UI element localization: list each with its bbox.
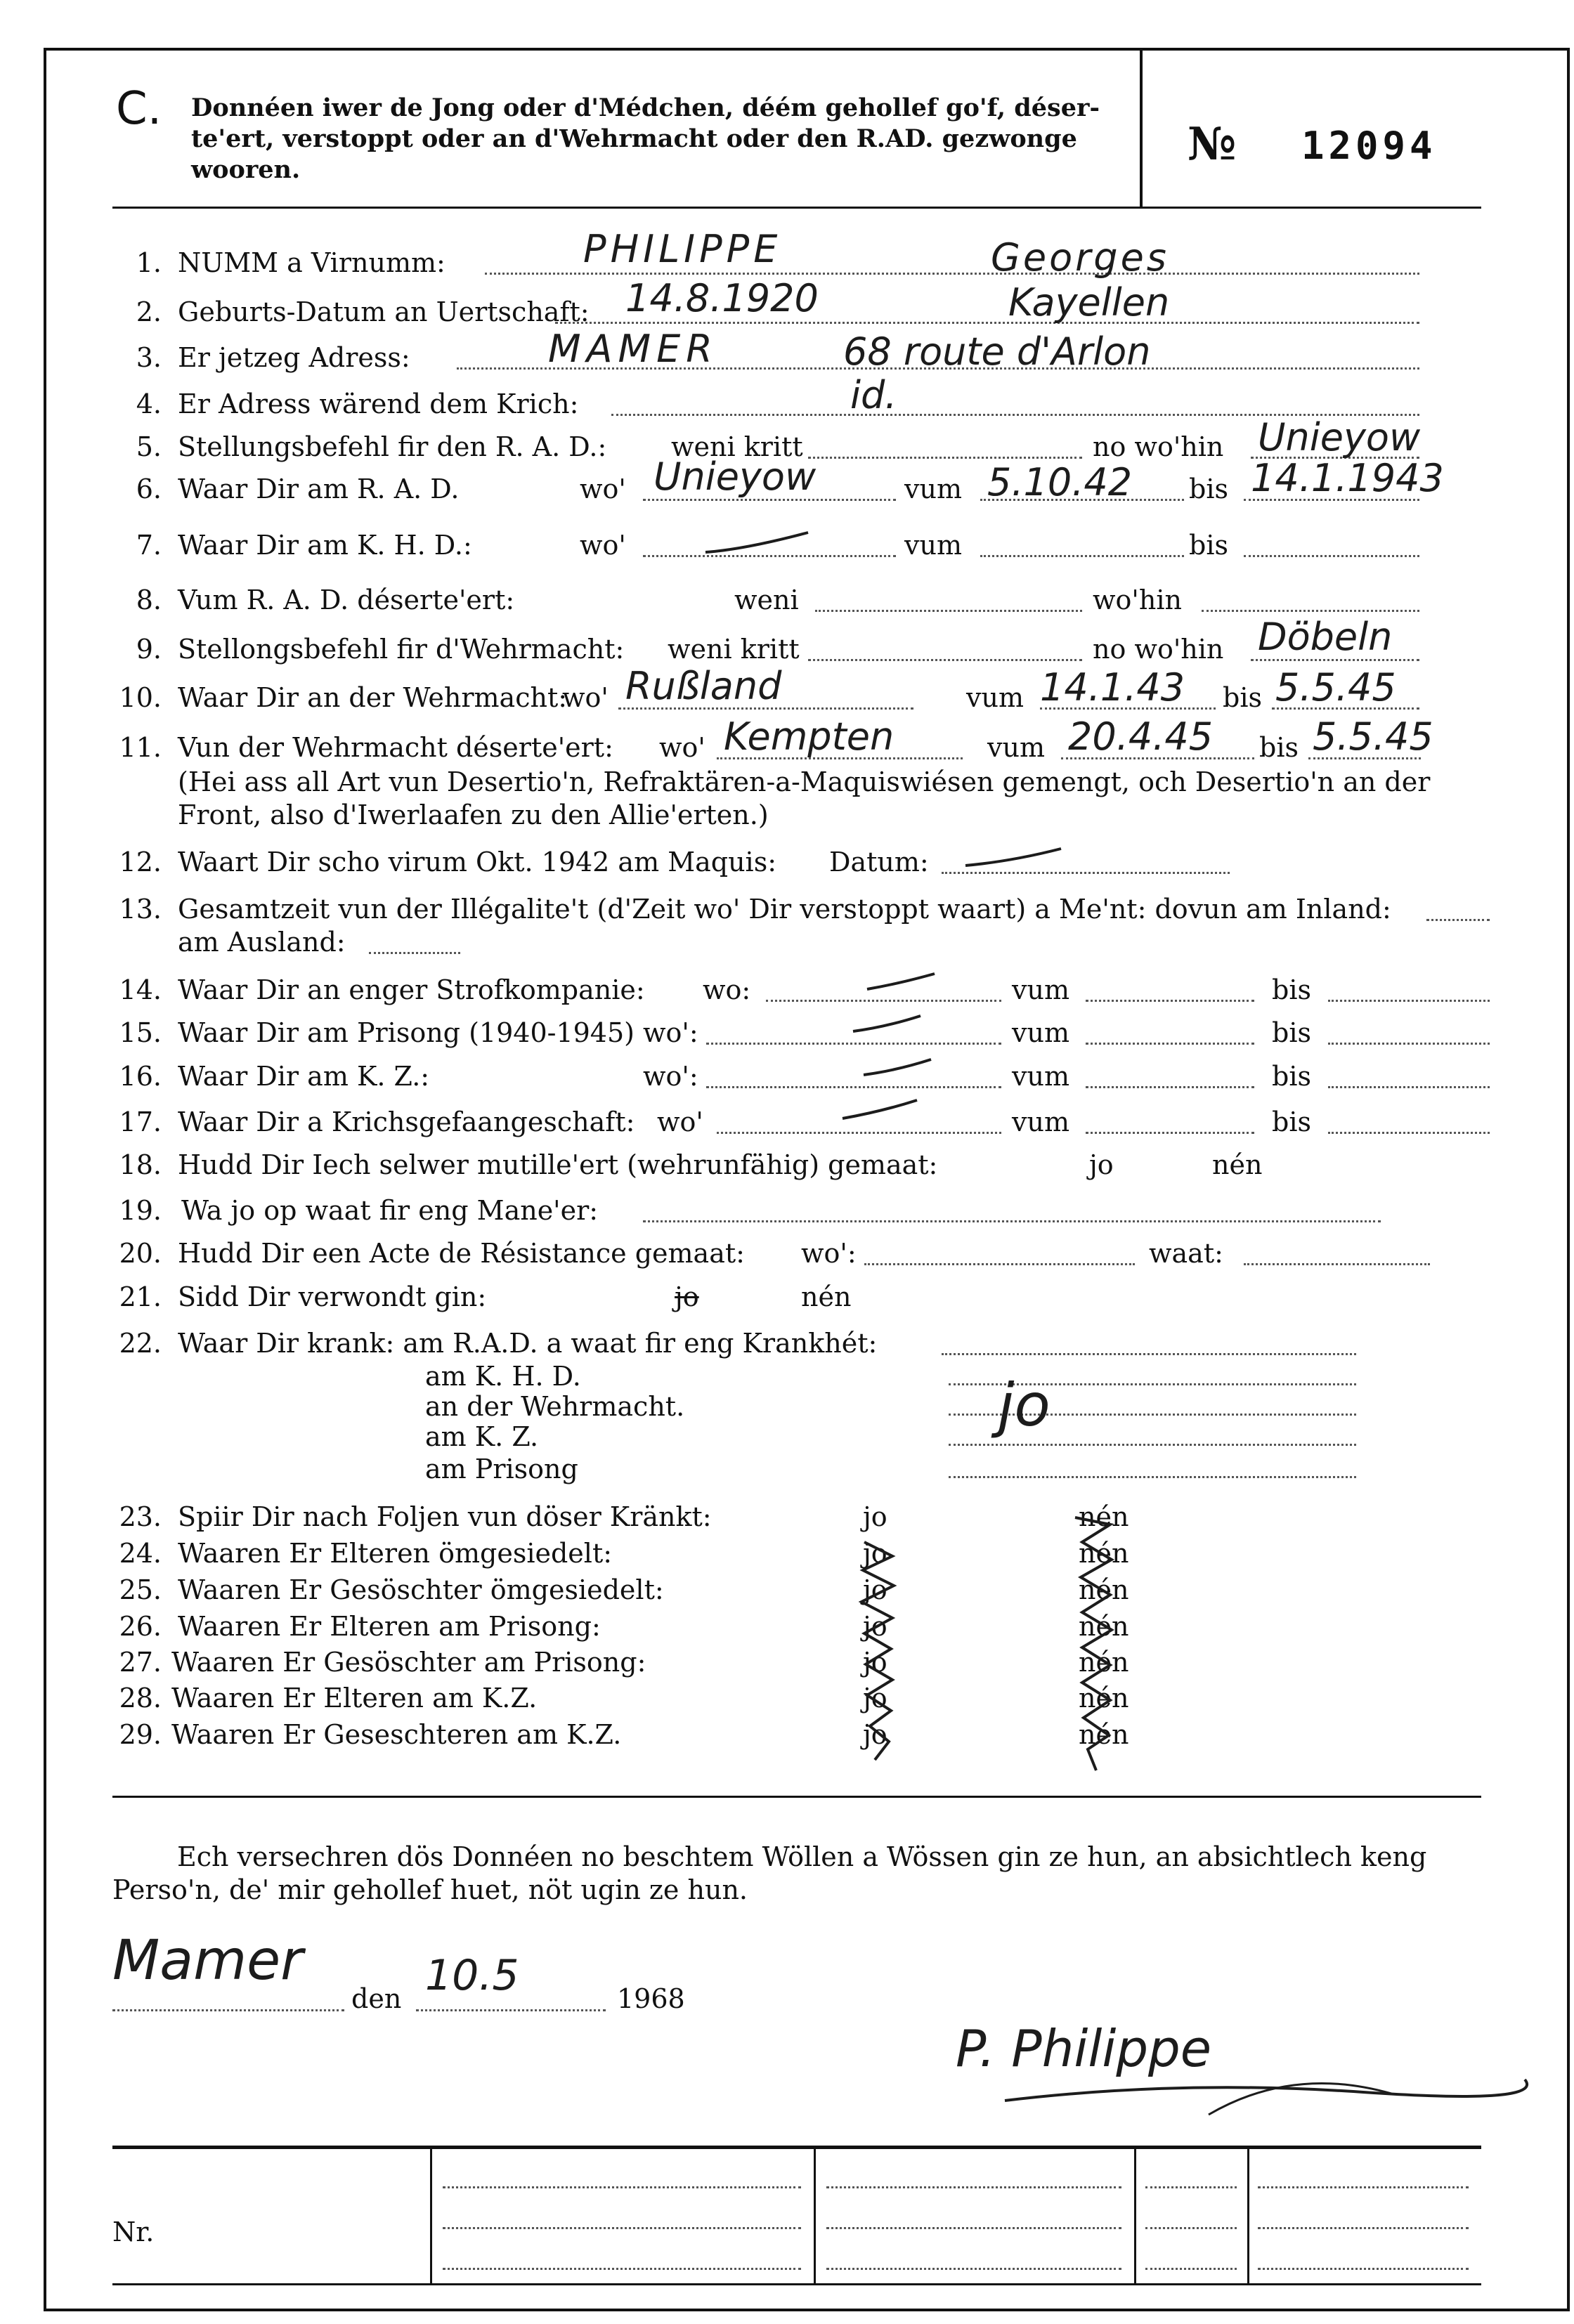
q7-wo: wo' (580, 530, 626, 561)
q22-label: Waar Dir krank: am R.A.D. a waat fir eng Krankhét: (178, 1328, 878, 1359)
q8-wohin: wo'hin (1093, 585, 1182, 615)
q5-when-field[interactable] (808, 457, 1082, 459)
q17-vum: vum (1012, 1106, 1069, 1137)
q25-jo[interactable]: jo (863, 1574, 887, 1605)
row-number: 28. (119, 1683, 162, 1713)
q16-where-field[interactable] (706, 1086, 1001, 1088)
q10-label: Waar Dir an der Wehrmacht: (178, 682, 568, 713)
q16-bis: bis (1272, 1061, 1311, 1092)
q8-weni: weni (734, 585, 799, 615)
row-number: 5. (136, 431, 162, 462)
q15-to-field[interactable] (1328, 1043, 1490, 1045)
q22-kz-field[interactable] (949, 1444, 1356, 1446)
number-symbol: № (1188, 118, 1237, 171)
firstname-handwriting: Georges (991, 235, 1169, 280)
q11-note-line: Front, also d'Iwerlaafen zu den Allie'erten.) (178, 799, 769, 830)
q18-label: Hudd Dir Iech selwer mutille'ert (wehrunfähig) gemaat: (178, 1149, 938, 1180)
jo-column-scribble (850, 1535, 906, 1767)
form-number: 12094 (1301, 124, 1437, 168)
q21-nen[interactable]: nén (801, 1281, 852, 1312)
q17-to-field[interactable] (1328, 1132, 1490, 1134)
q25-label: Waaren Er Gesöschter ömgesiedelt: (178, 1574, 664, 1605)
declaration-rule (112, 1796, 1481, 1798)
q9-no-wohin: no wo'hin (1093, 634, 1224, 665)
q10-vum: vum (966, 682, 1024, 713)
q11-label: Vun der Wehrmacht déserte'ert: (178, 732, 613, 763)
date-field[interactable] (416, 2009, 606, 2011)
q26-nen[interactable]: nén (1079, 1611, 1129, 1642)
q12-date-field[interactable] (942, 872, 1230, 874)
q8-label: Vum R. A. D. déserte'ert: (178, 585, 515, 615)
q18-nen[interactable]: nén (1212, 1149, 1263, 1180)
row-number: 29. (119, 1719, 162, 1750)
q23-jo[interactable]: jo (863, 1501, 887, 1532)
q12-datum: Datum: (829, 847, 929, 877)
q26-jo[interactable]: jo (863, 1611, 887, 1642)
q17-bis: bis (1272, 1106, 1311, 1137)
q14-wo: wo: (703, 974, 751, 1005)
row-number: 16. (119, 1061, 162, 1092)
title-line: Donnéen iwer de Jong oder d'Médchen, déém gehollef go'f, déser- (191, 93, 1100, 122)
q17-where-field[interactable] (717, 1132, 1001, 1134)
q20-where-field[interactable] (864, 1263, 1135, 1265)
footer-cell[interactable] (1258, 2268, 1469, 2270)
row-number: 23. (119, 1501, 162, 1532)
q15-where-field[interactable] (706, 1043, 1001, 1045)
footer-col-2 (814, 2147, 816, 2285)
q14-from-field[interactable] (1086, 1000, 1254, 1002)
q10-wo: wo' (562, 682, 609, 713)
q5-no-wohin: no wo'hin (1093, 431, 1224, 462)
date-handwriting: 10.5 (425, 1951, 519, 2000)
row-number: 12. (119, 847, 162, 877)
desertion-from-handwriting: 20.4.45 (1068, 714, 1214, 759)
q15-label: Waar Dir am Prisong (1940-1945) (178, 1017, 635, 1048)
wehrmacht-destination-handwriting: Döbeln (1258, 615, 1393, 659)
row-number: 2. (136, 296, 162, 327)
q5-label: Stellungsbefehl fir den R. A. D.: (178, 431, 607, 462)
q2-label: Geburts-Datum an Uertschaft: (178, 296, 590, 327)
q14-dash-mark (864, 968, 942, 996)
footer-cell[interactable] (826, 2268, 1121, 2270)
q17-label: Waar Dir a Krichsgefaangeschaft: (178, 1106, 635, 1137)
row-number: 11. (119, 732, 162, 763)
title-line: wooren. (191, 155, 301, 184)
q15-bis: bis (1272, 1017, 1311, 1048)
q24-nen[interactable]: nén (1079, 1538, 1129, 1569)
footer-cell[interactable] (443, 2227, 801, 2229)
q15-vum: vum (1012, 1017, 1069, 1048)
q21-jo[interactable]: jo (675, 1281, 699, 1312)
place-field[interactable] (112, 2009, 344, 2011)
q20-what-field[interactable] (1244, 1263, 1430, 1265)
rad-destination-handwriting: Unieyow (1258, 415, 1421, 459)
q23-nen[interactable]: nén (1079, 1501, 1129, 1532)
q16-label: Waar Dir am K. Z.: (178, 1061, 430, 1092)
row-number: 8. (136, 585, 162, 615)
q13-ausland-field[interactable] (369, 952, 460, 954)
q20-wo: wo': (801, 1238, 857, 1269)
address-street-handwriting: 68 route d'Arlon (843, 329, 1151, 374)
q23-label: Spiir Dir nach Foljen vun döser Kränkt: (178, 1501, 712, 1532)
q9-when-field[interactable] (808, 659, 1082, 661)
q28-nen[interactable]: nén (1079, 1683, 1129, 1713)
q15-dash-mark (850, 1010, 928, 1038)
footer-cell[interactable] (443, 2268, 801, 2270)
q13-ausland: am Ausland: (178, 927, 346, 958)
footer-nr: Nr. (112, 2217, 155, 2247)
q12-label: Waart Dir scho virum Okt. 1942 am Maquis: (178, 847, 777, 877)
q4-label: Er Adress wärend dem Krich: (178, 389, 579, 419)
q22-prisong-field[interactable] (949, 1476, 1356, 1478)
birth-place-handwriting: Kayellen (1008, 280, 1170, 325)
section-title (191, 93, 1100, 185)
q14-label: Waar Dir an enger Strofkompanie: (178, 974, 645, 1005)
q16-vum: vum (1012, 1061, 1069, 1092)
q16-dash-mark (861, 1054, 938, 1082)
wehrmacht-to-handwriting: 5.5.45 (1275, 665, 1396, 710)
q16-wo: wo': (643, 1061, 698, 1092)
footer-cell[interactable] (826, 2227, 1121, 2229)
q27-label: Waaren Er Gesöschter am Prisong: (171, 1647, 646, 1678)
q5-weni-kritt: weni kritt (671, 431, 803, 462)
q7-from-field[interactable] (980, 555, 1184, 557)
q29-nen[interactable]: nén (1079, 1719, 1129, 1750)
rad-place-handwriting: Unieyow (653, 455, 817, 499)
q13-inland-field[interactable] (1426, 919, 1490, 921)
row-number: 26. (119, 1611, 162, 1642)
q21-label: Sidd Dir verwondt gin: (178, 1281, 487, 1312)
q11-bis: bis (1259, 732, 1299, 763)
q3-label: Er jetzeg Adress: (178, 342, 410, 373)
footer-rule-bottom (112, 2283, 1481, 2285)
den-label: den (351, 1983, 402, 2014)
q27-jo[interactable]: jo (863, 1647, 887, 1678)
q11-vum: vum (987, 732, 1045, 763)
q22-wehrmacht: an der Wehrmacht. (425, 1391, 685, 1422)
row-number: 20. (119, 1238, 162, 1269)
q6-wo: wo' (580, 474, 626, 504)
title-line: te'ert, verstoppt oder an d'Wehrmacht oder den R.AD. gezwonge (191, 124, 1077, 153)
footer-rule-top (112, 2146, 1481, 2149)
row-number: 17. (119, 1106, 162, 1137)
row-number: 14. (119, 974, 162, 1005)
q8-when-field[interactable] (815, 610, 1082, 612)
declaration-line: Ech versechren dös Donnéen no beschtem Wöllen a Wössen gin ze hun, an absichtlech keng (177, 1841, 1427, 1872)
q9-where-field[interactable] (1251, 659, 1419, 661)
q15-from-field[interactable] (1086, 1043, 1254, 1045)
wartime-address-handwriting: id. (850, 373, 897, 417)
q29-label: Waaren Er Geseschteren am K.Z. (171, 1719, 622, 1750)
place-handwriting: Mamer (112, 1929, 304, 1992)
q1-field[interactable] (485, 273, 1419, 275)
q7-bis: bis (1189, 530, 1228, 561)
footer-cell[interactable] (1145, 2227, 1237, 2229)
q22-kz: am K. Z. (425, 1421, 539, 1452)
row-number: 18. (119, 1149, 162, 1180)
q11-note-line: (Hei ass all Art vun Desertio'n, Refraktären-a-Maquiswiésen gemengt, och Desertio'n an der (178, 766, 1431, 797)
signature-flourish (998, 2051, 1532, 2136)
q25-nen[interactable]: nén (1079, 1574, 1129, 1605)
row-number: 1. (136, 247, 162, 278)
footer-col-1 (430, 2147, 432, 2285)
address-city-handwriting: MAMER (548, 327, 718, 371)
footer-col-4 (1247, 2147, 1249, 2285)
row-number: 13. (119, 894, 162, 925)
q6-label: Waar Dir am R. A. D. (178, 474, 460, 504)
footer-cell[interactable] (443, 2186, 801, 2188)
q9-label: Stellongsbefehl fir d'Wehrmacht: (178, 634, 625, 665)
nen-column-scribble (1061, 1503, 1124, 1777)
q9-weni-kritt: weni kritt (668, 634, 800, 665)
footer-cell[interactable] (1258, 2227, 1469, 2229)
q26-label: Waaren Er Elteren am Prisong: (178, 1611, 601, 1642)
q24-label: Waaren Er Elteren ömgesiedelt: (178, 1538, 613, 1569)
row-number: 10. (119, 682, 162, 713)
sick-answer-handwriting: jo (998, 1371, 1051, 1440)
q8-where-field[interactable] (1202, 610, 1419, 612)
q10-bis: bis (1223, 682, 1262, 713)
row-number: 4. (136, 389, 162, 419)
q7-dash-mark (703, 528, 815, 556)
q1-label: NUMM a Virnumm: (178, 247, 445, 278)
q29-jo[interactable]: jo (863, 1719, 887, 1750)
q20-waat: waat: (1149, 1238, 1223, 1269)
declaration-text (112, 1841, 1426, 1907)
q13-label: Gesamtzeit vun der Illégalite't (d'Zeit wo' Dir verstoppt waart) a Me'nt: dovun am Inland: (178, 894, 1391, 925)
q19-field[interactable] (643, 1220, 1381, 1222)
header-divider (1140, 51, 1143, 207)
signature: P. Philippe (956, 2019, 1212, 2078)
q7-to-field[interactable] (1244, 555, 1419, 557)
q28-jo[interactable]: jo (863, 1683, 887, 1713)
q24-jo[interactable]: jo (863, 1538, 887, 1569)
q6-where-field[interactable] (643, 499, 896, 501)
q27-nen[interactable]: nén (1079, 1647, 1129, 1678)
q22-khd: am K. H. D. (425, 1361, 581, 1392)
desertion-place-handwriting: Kempten (724, 714, 895, 759)
year-label: 1968 (617, 1983, 685, 2014)
q6-bis: bis (1189, 474, 1228, 504)
footer-col-3 (1134, 2147, 1136, 2285)
q7-vum: vum (904, 530, 962, 561)
row-number: 15. (119, 1017, 162, 1048)
q14-bis: bis (1272, 974, 1311, 1005)
q6-vum: vum (904, 474, 962, 504)
q15-wo: wo': (643, 1017, 698, 1048)
q28-label: Waaren Er Elteren am K.Z. (171, 1683, 538, 1713)
wehrmacht-place-handwriting: Rußland (625, 664, 782, 708)
surname-handwriting: PHILIPPE (583, 227, 782, 271)
q18-jo[interactable]: jo (1089, 1149, 1114, 1180)
section-letter: C. (116, 83, 162, 135)
q22-prisong: am Prisong (425, 1454, 578, 1484)
row-number: 24. (119, 1538, 162, 1569)
q17-dash-mark (840, 1096, 924, 1124)
row-number: 22. (119, 1328, 162, 1359)
row-number: 7. (136, 530, 162, 561)
header-rule (112, 207, 1481, 209)
row-number: 9. (136, 634, 162, 665)
q12-dash-mark (963, 843, 1068, 871)
q19-label: Wa jo op waat fir eng Mane'er: (181, 1195, 599, 1226)
rad-to-handwriting: 14.1.1943 (1251, 456, 1444, 500)
footer-cell[interactable] (1145, 2268, 1237, 2270)
row-number: 21. (119, 1281, 162, 1312)
row-number: 25. (119, 1574, 162, 1605)
q16-to-field[interactable] (1328, 1086, 1490, 1088)
q14-where-field[interactable] (766, 1000, 1001, 1002)
declaration-line: Perso'n, de' mir gehollef huet, nöt ugin ze hun. (112, 1874, 748, 1905)
row-number: 19. (119, 1195, 162, 1226)
footer-cell[interactable] (826, 2186, 1121, 2188)
q17-wo: wo' (657, 1106, 703, 1137)
birth-date-handwriting: 14.8.1920 (625, 276, 819, 320)
q22-rad-field[interactable] (942, 1353, 1356, 1355)
q11-note (178, 766, 1430, 832)
footer-cell[interactable] (1258, 2186, 1469, 2188)
rad-from-handwriting: 5.10.42 (987, 460, 1133, 504)
footer-cell[interactable] (1145, 2186, 1237, 2188)
q16-from-field[interactable] (1086, 1086, 1254, 1088)
q17-from-field[interactable] (1086, 1132, 1254, 1134)
q7-label: Waar Dir am K. H. D.: (178, 530, 472, 561)
q2-field[interactable] (555, 322, 1419, 324)
desertion-to-handwriting: 5.5.45 (1313, 714, 1433, 759)
q14-vum: vum (1012, 974, 1069, 1005)
q20-label: Hudd Dir een Acte de Résistance gemaat: (178, 1238, 745, 1269)
row-number: 6. (136, 474, 162, 504)
row-number: 27. (119, 1647, 162, 1678)
q11-wo: wo' (659, 732, 705, 763)
q14-to-field[interactable] (1328, 1000, 1490, 1002)
row-number: 3. (136, 342, 162, 373)
wehrmacht-from-handwriting: 14.1.43 (1040, 665, 1185, 710)
